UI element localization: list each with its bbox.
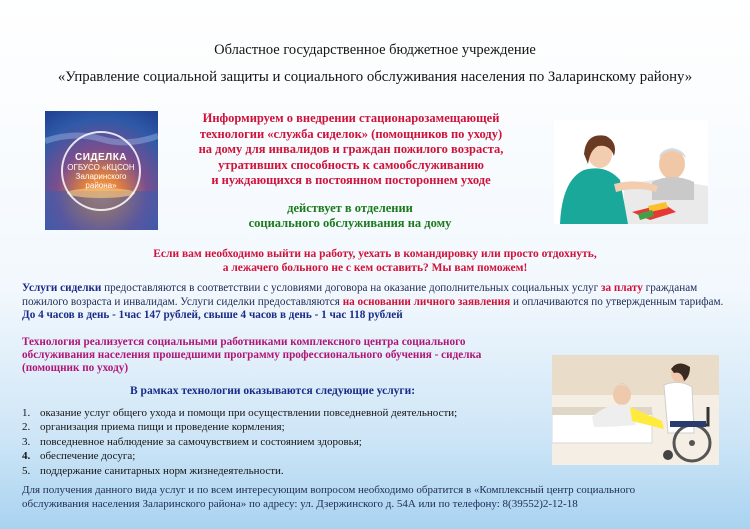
- paragraph-text: и оплачиваются по утвержденным тарифам.: [510, 295, 724, 308]
- services-list: [22, 406, 542, 478]
- technology-line-1: Технология реализуется социальными работниками комплексного центра социального: [22, 336, 466, 348]
- list-text: оказание услуг общего ухода и помощи при осуществлении повседневной деятельности;: [40, 407, 458, 419]
- contact-footer: [22, 484, 732, 511]
- inform-line: Информируем о внедрении стационарозамещающей: [202, 111, 500, 125]
- department-line-2: социального обслуживания на дому: [248, 216, 452, 230]
- technology-line-2: обслуживания населения прошедшими программу профессионального обучения - сиделка: [22, 349, 482, 361]
- list-number: 4.: [22, 450, 31, 463]
- tariff-note: До 4 часов в день - 1час 147 рублей, свыше 4 часов в день - 1 час 118 рублей: [22, 309, 403, 321]
- logo-title: СИДЕЛКА: [74, 152, 128, 163]
- technology-note: [22, 336, 542, 375]
- list-text: организация приема пищи и проведение кормления;: [40, 421, 285, 434]
- list-item: [22, 449, 542, 463]
- inform-line: на дому для инвалидов и граждан пожилого возраста,: [198, 142, 504, 156]
- services-paragraph: [22, 282, 732, 323]
- logo-emblem: [61, 131, 141, 211]
- appeal-text: [0, 247, 750, 275]
- appeal-line-2: а лежачего больного не с кем оставить? Мы вам поможем!: [222, 262, 528, 274]
- appeal-line-1: Если вам необходимо выйти на работу, уехать в командировку или просто отдохнуть,: [153, 248, 597, 260]
- footer-line-1: Для получения данного вида услуг и по всем интересующим вопросом необходимо обратится в «Комплексный центр социального: [22, 484, 636, 496]
- technology-line-3: (помощник по уходу): [22, 362, 129, 374]
- header-line-1: Областное государственное бюджетное учреждение: [214, 42, 536, 58]
- caregiver-photo-2: [552, 355, 719, 465]
- logo: [45, 111, 158, 230]
- footer-line-2: обслуживания населения Заларинского района» по адресу: ул. Дзержинского д. 54А или по телефону: 8(39552)2-12-18: [22, 497, 578, 510]
- caregiver-photo-1: [554, 120, 708, 224]
- paid-note: за плату: [601, 282, 643, 294]
- paragraph-text: гражданам пожилого возраста и инвалидам. Услуги сиделки предоставляются: [22, 282, 698, 308]
- list-item: [22, 464, 542, 478]
- header-line-2: «Управление социальной защиты и социального обслуживания населения по Заларинскому району»: [57, 69, 693, 85]
- wheelchair-illustration-icon: [552, 355, 719, 465]
- logo-org-2: Заларинского: [75, 172, 127, 181]
- inform-line: технологии «служба сиделок» (помощников по уходу): [199, 126, 503, 141]
- caregiver-illustration-icon: [554, 120, 708, 224]
- list-text: повседневное наблюдение за самочувствием и состоянием здоровья;: [40, 435, 362, 448]
- services-label: Услуги сиделки: [22, 282, 102, 294]
- list-text: обеспечение досуга;: [40, 450, 136, 463]
- logo-org: ОГБУСО «КЦСОН: [67, 163, 135, 172]
- inform-line: и нуждающихся в постоянном постороннем уходе: [211, 173, 491, 187]
- department-line-1: действует в отделении: [287, 201, 413, 215]
- list-number: 2.: [22, 421, 31, 434]
- list-number: 5.: [22, 464, 31, 477]
- list-item: [22, 435, 542, 449]
- paragraph-text: предоставляются в соответствии с условиями договора на оказание дополнительных социальных услуг: [101, 282, 602, 294]
- logo-org-3: района»: [85, 181, 117, 190]
- list-text: поддержание санитарных норм жизнедеятельности.: [40, 464, 284, 477]
- list-number: 1.: [22, 407, 31, 419]
- inform-line: утративших способность к самообслуживанию: [218, 157, 484, 172]
- list-item: [22, 406, 542, 420]
- application-note: на основании личного заявления: [342, 295, 511, 308]
- list-number: 3.: [22, 435, 31, 448]
- services-title: В рамках технологии оказываются следующие услуги:: [130, 385, 416, 397]
- department-note: [200, 201, 500, 231]
- list-item: [22, 420, 542, 434]
- inform-heading: [170, 111, 532, 189]
